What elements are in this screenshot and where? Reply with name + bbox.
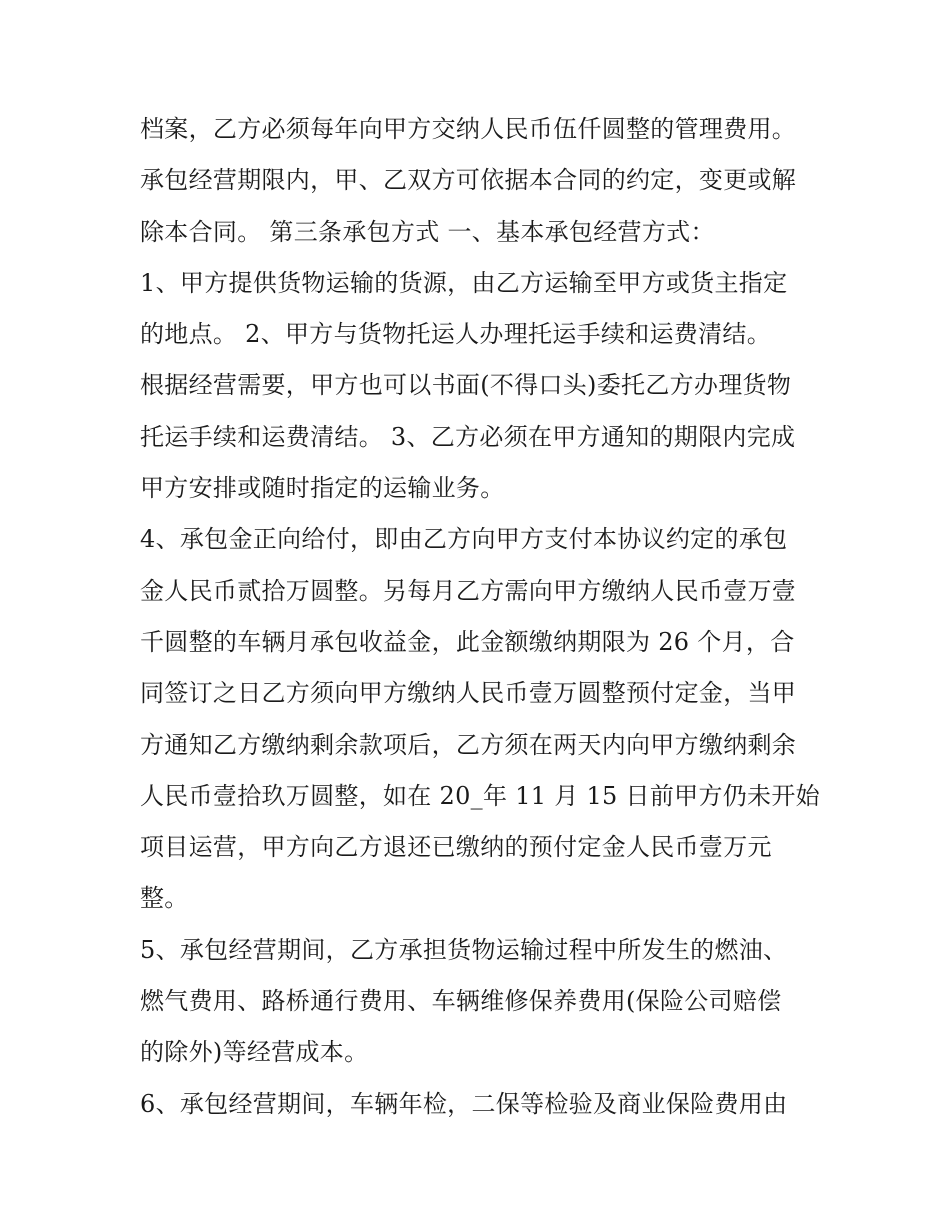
text-line-13: 方通知乙方缴纳剩余款项后，乙方须在两天内向甲方缴纳剩余 <box>140 730 797 759</box>
text-line-3: 除本合同。 第三条承包方式 一、基本承包经营方式： <box>140 217 715 246</box>
text-line-15: 项目运营，甲方向乙方退还已缴纳的预付定金人民币壹万元 <box>140 833 772 862</box>
text-line-9: 4、承包金正向给付，即由乙方向甲方支付本协议约定的承包 <box>140 525 788 554</box>
text-line-17: 5、承包经营期间，乙方承担货物运输过程中所发生的燃油、 <box>140 935 788 964</box>
text-line-12: 同签订之日乙方须向甲方缴纳人民币壹万圆整预付定金，当甲 <box>140 679 797 708</box>
text-line-18: 燃气费用、路桥通行费用、车辆维修保养费用(保险公司赔偿 <box>140 987 782 1016</box>
text-line-1: 档案，乙方必须每年向甲方交纳人民币伍仟圆整的管理费用。 <box>140 115 797 143</box>
text-line-16: 整。 <box>140 884 189 913</box>
text-line-5: 的地点。 2、甲方与货物托运人办理托运手续和运费清结。 <box>140 320 771 349</box>
text-line-4: 1、甲方提供货物运输的货源，由乙方运输至甲方或货主指定 <box>140 268 788 297</box>
text-line-19: 的除外)等经营成本。 <box>140 1038 369 1067</box>
text-line-10: 金人民币贰拾万圆整。另每月乙方需向甲方缴纳人民币壹万壹 <box>140 576 797 605</box>
text-line-14: 人民币壹拾玖万圆整，如在 20_年 11 月 15 日前甲方仍未开始 <box>140 781 820 810</box>
text-line-7: 托运手续和运费清结。 3、乙方必须在甲方通知的期限内完成 <box>140 422 796 451</box>
text-line-20: 6、承包经营期间，车辆年检，二保等检验及商业保险费用由 <box>140 1089 788 1118</box>
text-line-8: 甲方安排或随时指定的运输业务。 <box>140 474 505 503</box>
text-line-6: 根据经营需要，甲方也可以书面(不得口头)委托乙方办理货物 <box>140 371 792 400</box>
contract-text <box>140 104 830 1130</box>
text-line-11: 千圆整的车辆月承包收益金，此金额缴纳期限为 26 个月，合 <box>140 627 795 656</box>
text-line-2: 承包经营期限内，甲、乙双方可依据本合同的约定，变更或解 <box>140 166 797 195</box>
